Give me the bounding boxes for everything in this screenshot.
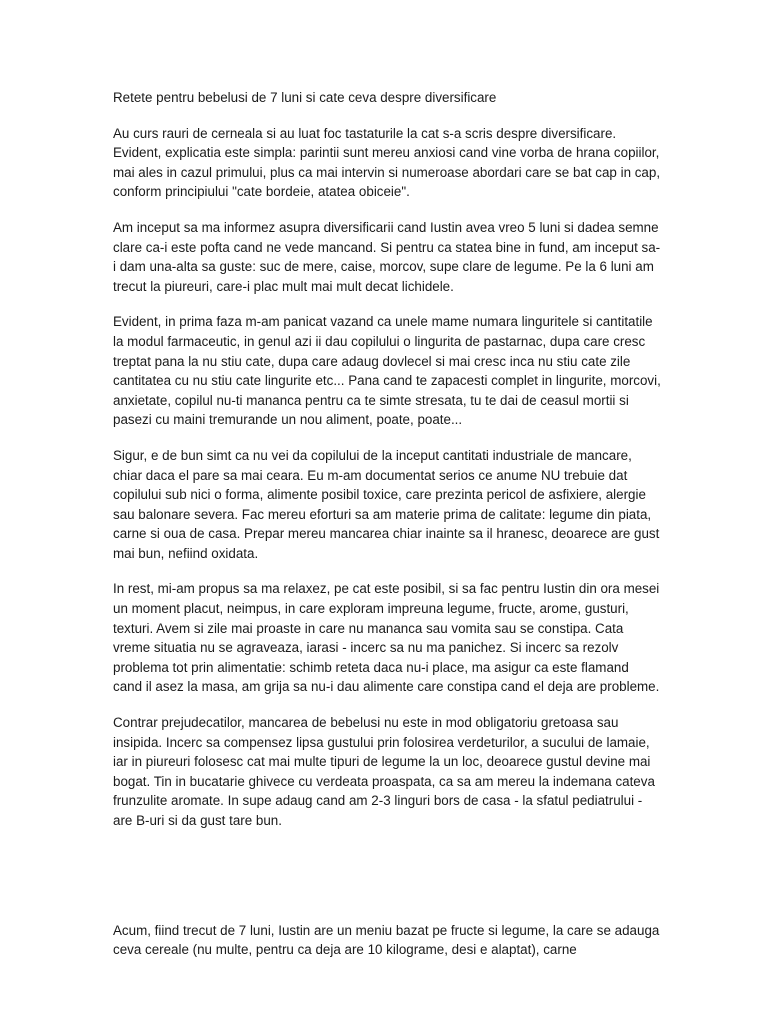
paragraph-final: Acum, fiind trecut de 7 luni, Iustin are un meniu bazat pe fructe si legume, la care se adauga ceva cereale (nu multe, pentru ca deja are 10 kilograme, desi e alaptat), carne [113, 922, 660, 958]
paragraph-6: Contrar prejudecatilor, mancarea de bebelusi nu este in mod obligatoriu gretoasa sau insipida. Incerc sa compensez lipsa gustului prin folosirea verdeturilor, a sucului de lamaie, iar in piureuri folosesc cat mai multe tipuri de legume la un loc, deoarece gustul devine mai bogat. Tin in bucatarie ghivece cu verdeata proaspata, ca sa am mereu la indemana cateva frunzulite aromate. In supe adaug cand am 2-3 linguri bors de casa - la sfatul pediatrului - are B-uri si da gust tare bun. [113, 715, 655, 828]
paragraph-4: Sigur, e de bun simt ca nu vei da copilului de la inceput cantitati industriale de mancare, chiar daca el pare sa mai ceara. Eu m-am documentat serios ce anume NU trebuie dat copilului sub nici o forma, alimente posibil toxice, care prezinta pericol de asfixiere, alergie sau balonare severa. Fac mereu eforturi sa am materie prima de calitate: legume din piata, carne si oua de casa. Prepar mereu mancarea chiar inainte sa il hranesc, deoarece are gust mai bun, nefiind oxidata. [113, 447, 660, 561]
paragraph-5: In rest, mi-am propus sa ma relaxez, pe cat este posibil, si sa fac pentru Iustin din ora mesei un moment placut, neimpus, in care exploram impreuna legume, fructe, arome, gusturi, texturi. Avem si zile mai proaste in care nu mananca sau vomita sau se constipa. Cata vreme situatia nu se agraveaza, iarasi - incerc sa nu ma panichez. Si incerc sa rezolv problema tot prin alimentatie: schimb reteta daca nu-i place, ma asigur ca este flamand cand il asez la masa, am grija sa nu-i dau alimente care constipa cand el deja are probleme. [113, 581, 660, 695]
document-title: Retete pentru bebelusi de 7 luni si cate ceva despre diversificare [113, 90, 497, 105]
blank-gap [113, 847, 661, 921]
paragraph-2: Am inceput sa ma informez asupra diversificarii cand Iustin avea vreo 5 luni si dadea semne clare ca-i este pofta cand ne vede mancand. Si pentru ca statea bine in fund, am inceput sa-i dam una-alta sa guste: suc de mere, caise, morcov, supe clare de legume. Pe la 6 luni am trecut la piureuri, care-i plac mult mai mult decat lichidele. [113, 219, 661, 294]
document-page [113, 88, 661, 976]
paragraph-3: Evident, in prima faza m-am panicat vazand ca unele mame numara linguritele si cantitatile la modul farmaceutic, in genul azi ii dau copilului o lingurita de pastarnac, dupa care cresc treptat pana la nu stiu cate, dupa care adaug dovlecel si mai cresc inca nu stiu cate zile cantitatea cu nu stiu cate lingurite etc... Pana cand te zapacesti complet in lingurite, morcovi, anxietate, copilul nu-ti mananca pentru ca te simte stresata, tu te dai de ceasul mortii si pasezi cu maini tremurande un nou aliment, poate, poate... [113, 314, 661, 428]
paragraph-1: Au curs rauri de cerneala si au luat foc tastaturile la cat s-a scris despre diversificare. Evident, explicatia este simpla: parintii sunt mereu anxiosi cand vine vorba de hrana copiilor, mai ales in cazul primului, plus ca mai intervin si numeroase abordari care se bat cap in cap, conform principiului "cate bordeie, atatea obiceie". [113, 125, 661, 200]
